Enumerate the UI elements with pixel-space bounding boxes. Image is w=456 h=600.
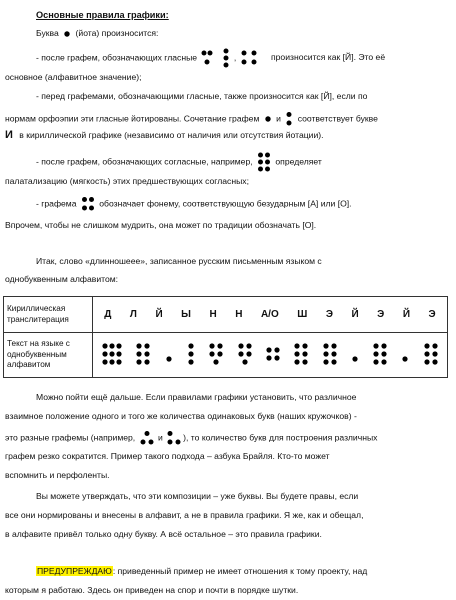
- text-line: основное (алфавитное значение);: [5, 72, 142, 82]
- text: : приведенный пример не имеет отношения к тому проекту, над: [112, 566, 368, 576]
- table-cell-letters: [93, 297, 448, 333]
- transliteration-letter: Э: [428, 309, 436, 320]
- table-header-single-letter: Текст на языке с однобуквенным алфавитом: [4, 333, 93, 378]
- text: обозначает фонему, соответствующую безударным [А] или [О].: [99, 198, 352, 209]
- text: Буква: [36, 28, 59, 38]
- transliteration-letter: Н: [235, 309, 243, 320]
- table-header-cyrillic: Кириллическая транслитерация: [4, 297, 93, 333]
- text: определяет: [275, 156, 322, 167]
- table-cell-glyphs: [93, 333, 448, 378]
- text-line: [5, 130, 448, 141]
- glyph-y3: [401, 343, 409, 368]
- text: это разные графемы (например,: [5, 432, 136, 443]
- letter-i: И: [5, 129, 13, 141]
- glyph-n1: [209, 343, 223, 368]
- glyph-vowel-2: [220, 48, 232, 68]
- transliteration-letter: Э: [325, 309, 333, 320]
- text-line: - перед графемами, обозначающими гласные, также произносится как [Й], если по: [36, 91, 368, 101]
- glyph-vowel-3: [241, 49, 257, 67]
- glyph-three-dots-b: [167, 430, 181, 446]
- transliteration-letter: Н: [209, 309, 217, 320]
- glyph-single-dot: [264, 115, 272, 123]
- glyph-y-vowel: [187, 343, 195, 368]
- text-line: графем резко сократится. Пример такого подхода – азбука Брайля. Кто-то может: [5, 451, 330, 461]
- text: - после графем, обозначающих гласные: [36, 52, 198, 63]
- glyph-single-dot: [63, 30, 71, 38]
- paragraph-iota-combination: [5, 111, 448, 127]
- text-line: Можно пойти ещё дальше. Если правилами графики установить, что различное: [36, 392, 357, 402]
- glyph-four-dots: [81, 196, 95, 212]
- glyph-e2: [373, 343, 387, 368]
- text-line: все они нормированы и внесены в алфавит, а не в правила графики. Я же, как и обещал,: [5, 510, 364, 520]
- paragraph-grapheme-a-o: [36, 196, 448, 212]
- transliteration-letter: Э: [377, 309, 385, 320]
- glyph-a-o: [266, 343, 280, 368]
- text: и: [276, 113, 281, 124]
- text-line: палатализацию (мягкость) этих предшествующих согласных;: [5, 176, 249, 186]
- transliteration-letter: Й: [351, 309, 359, 320]
- glyph-e1: [323, 343, 337, 368]
- text-line: Впрочем, чтобы не слишком мудрить, она может по традиции обозначать [О].: [5, 220, 317, 230]
- text-line: Итак, слово «длинношеее», записанное русским письменным языком с: [36, 256, 322, 266]
- paragraph-after-vowels: - после графем, обозначающих гласные , произносится как [Й]. Это её: [36, 48, 448, 68]
- text: в кириллической графике (независимо от наличия или отсутствия йотации).: [19, 130, 324, 140]
- text: - после графем, обозначающих согласные, например,: [36, 156, 253, 167]
- text-line: которым я работаю. Здесь он приведен на спор и почти в порядке шутки.: [5, 585, 299, 595]
- glyph-three-dots-a: [140, 430, 154, 446]
- text-line: в алфавите привёл только одну букву. А всё остальное – это правила графики.: [5, 529, 322, 539]
- text: - графема: [36, 198, 77, 209]
- glyph-n2: [238, 343, 252, 368]
- text: нормам орфоэпии эти гласные йотированы. Сочетание графем: [5, 113, 260, 124]
- text-line: однобуквенным алфавитом:: [5, 274, 119, 284]
- text: ), то количество букв для построения различных: [183, 432, 378, 443]
- paragraph-graphemes-example: [5, 430, 448, 446]
- paragraph-yota-intro: [36, 28, 448, 39]
- glyph-six-dots: [257, 152, 271, 172]
- transliteration-letter: Ш: [297, 309, 308, 320]
- transliteration-letter: Д: [104, 309, 112, 320]
- letters-row: [93, 309, 447, 320]
- glyphs-row: [93, 343, 447, 368]
- text: соответствует букве: [297, 113, 378, 124]
- paragraph-after-consonants: [36, 152, 448, 172]
- transliteration-letter: А/О: [260, 309, 279, 320]
- transliteration-letter: Й: [402, 309, 410, 320]
- glyph-vowel-1: [201, 49, 213, 67]
- text-line: взаимное положение одного и того же количества одинаковых букв (наших кружочков) -: [5, 411, 357, 421]
- warning-highlight: ПРЕДУПРЕЖДАЮ: [37, 566, 112, 576]
- transliteration-letter: Й: [155, 309, 163, 320]
- transliteration-letter: Ы: [181, 309, 191, 320]
- text-line: вспомнить и перфоленты.: [5, 470, 110, 480]
- transliteration-letter: Л: [129, 309, 137, 320]
- glyph-sh: [294, 343, 308, 368]
- transliteration-table: [3, 296, 448, 378]
- text: и: [157, 432, 163, 443]
- glyph-l: [136, 343, 150, 368]
- text: произносится как [Й]. Это её: [271, 52, 386, 63]
- glyph-y2: [351, 343, 359, 368]
- text-line: Вы можете утверждать, что эти композиции – уже буквы. Вы будете правы, если: [36, 491, 359, 501]
- text: (йота) произносится:: [75, 28, 159, 38]
- page-title: Основные правила графики:: [36, 10, 169, 20]
- glyph-y: [165, 343, 173, 368]
- glyph-d: [102, 343, 122, 368]
- warning-paragraph: [36, 566, 448, 577]
- glyph-e3: [424, 343, 438, 368]
- glyph-two-dots-vertical: [285, 111, 293, 127]
